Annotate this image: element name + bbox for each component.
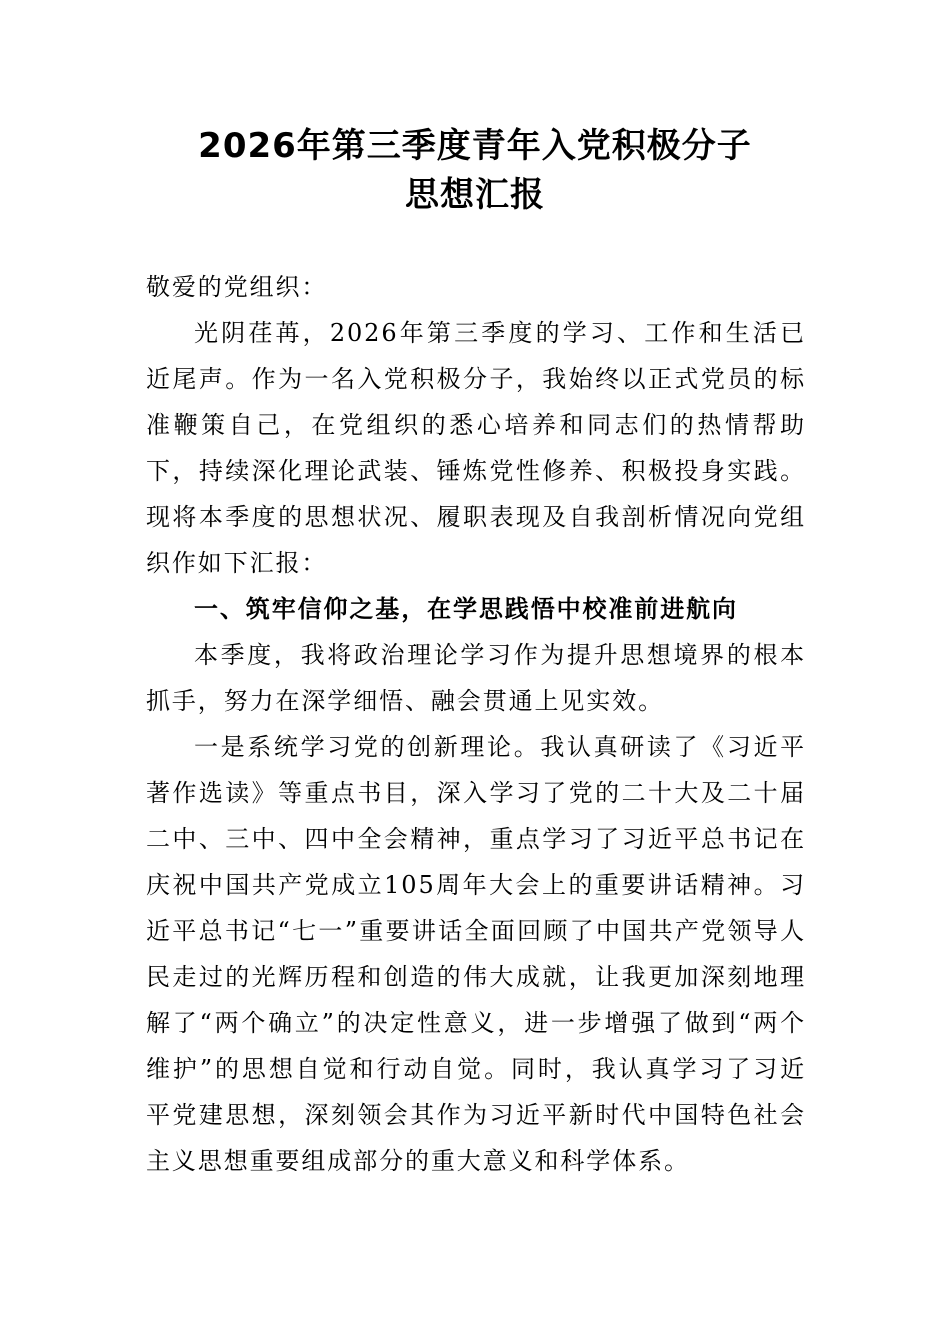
salutation: 敬爱的党组织：: [146, 273, 328, 301]
section-1-paragraph-1: 本季度，我将政治理论学习作为提升思想境界的根本抓手，努力在深学细悟、融会贯通上见实效。: [146, 641, 806, 715]
section-1-paragraph-2: 一是系统学习党的创新理论。我认真研读了《习近平著作选读》等重点书目，深入学习了党的二十大及二十届二中、三中、四中全会精神，重点学习了习近平总书记在庆祝中国共产党成立105周年大会上的重要讲话精神。习近平总书记“七一”重要讲话全面回顾了中国共产党领导人民走过的光辉历程和创造的伟大成就，让我更加深刻地理解了“两个确立”的决定性意义，进一步增强了做到“两个维护”的思想自觉和行动自觉。同时，我认真学习了习近平党建思想，深刻领会其作为习近平新时代中国特色社会主义思想重要组成部分的重大意义和科学体系。: [146, 733, 806, 1175]
document-body: [146, 264, 806, 1184]
intro-paragraph: 光阴荏苒，2026年第三季度的学习、工作和生活已近尾声。作为一名入党积极分子，我始终以正式党员的标准鞭策自己，在党组织的悉心培养和同志们的热情帮助下，持续深化理论武装、锤炼党性修养、积极投身实践。现将本季度的思想状况、履职表现及自我剖析情况向党组织作如下汇报：: [146, 319, 806, 577]
document-title-line-1: 2026年第三季度青年入党积极分子: [198, 126, 752, 166]
section-1-heading: 一、筑牢信仰之基，在学思践悟中校准前进航向: [194, 595, 738, 623]
document-title-line-2: 思想汇报: [405, 175, 545, 215]
